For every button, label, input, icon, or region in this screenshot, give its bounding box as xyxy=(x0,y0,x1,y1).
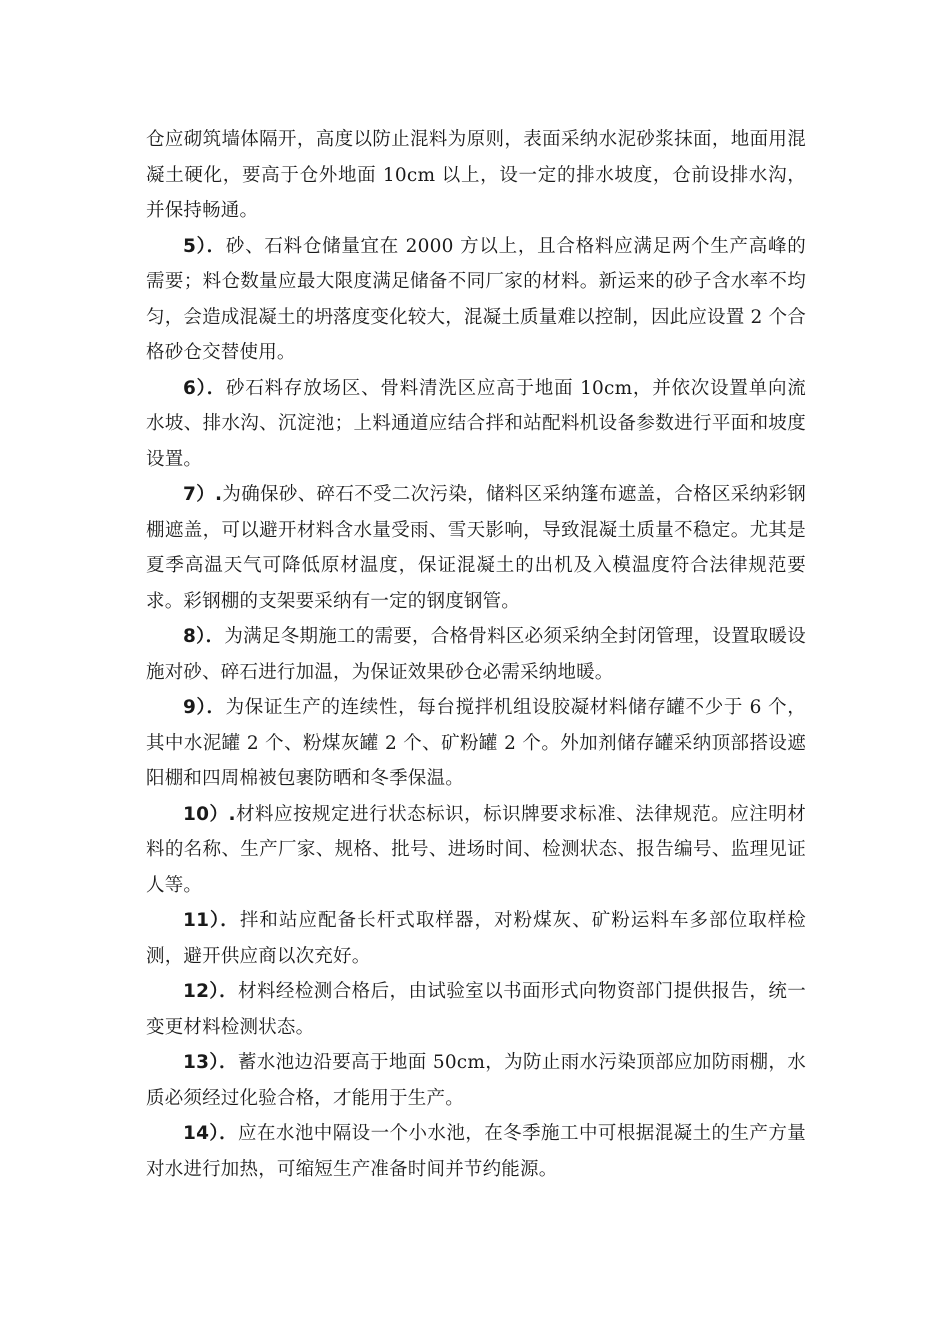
paragraph-item-12 xyxy=(146,974,806,1045)
paragraph-text: 蓄水池边沿要高于地面 50cm，为防止雨水污染顶部应加防雨棚，水质必须经过化验合格，才能用于生产。 xyxy=(146,1052,806,1109)
item-number: 7）. xyxy=(183,484,223,505)
paragraph-text: 砂、石料仓储量宜在 2000 方以上，且合格料应满足两个生产高峰的需要；料仓数量应最大限度满足储备不同厂家的材料。新运来的砂子含水率不均匀，会造成混凝土的坍落度变化较大，混凝土质量难以控制，因此应设置 2 个合格砂仓交替使用。 xyxy=(146,235,806,363)
item-number: 5）． xyxy=(183,235,226,257)
paragraph-item-7 xyxy=(146,477,806,619)
paragraph-item-6 xyxy=(146,371,806,478)
paragraph-item-11 xyxy=(146,903,806,974)
item-number: 10）. xyxy=(183,803,236,825)
paragraph-item-9 xyxy=(146,690,806,797)
paragraph-item-10 xyxy=(146,797,806,904)
paragraph-text: 应在水池中隔设一个小水池，在冬季施工中可根据混凝土的生产方量对水进行加热，可缩短生产准备时间并节约能源。 xyxy=(146,1123,806,1180)
paragraph-item-8 xyxy=(146,619,806,690)
paragraph-text: 为确保砂、碎石不受二次污染，储料区采纳篷布遮盖，合格区采纳彩钢棚遮盖，可以避开材料含水量受雨、雪天影响，导致混凝土质量不稳定。尤其是夏季高温天气可降低原材温度，保证混凝土的出机及入模温度符合法律规范要求。彩钢棚的支架要采纳有一定的钢度钢管。 xyxy=(146,484,806,612)
item-number: 8）． xyxy=(183,626,225,647)
item-number: 13）． xyxy=(183,1052,238,1073)
paragraph-item-5 xyxy=(146,229,806,371)
paragraph-text: 为满足冬期施工的需要，合格骨料区必须采纳全封闭管理，设置取暖设施对砂、碎石进行加温，为保证效果砂仓必需采纳地暖。 xyxy=(146,626,806,683)
paragraph-text: 为保证生产的连续性，每台搅拌机组设胶凝材料储存罐不少于 6 个，其中水泥罐 2 个、粉煤灰罐 2 个、矿粉罐 2 个。外加剂储存罐采纳顶部搭设遮阳棚和四周棉被包裹防晒和冬季保温。 xyxy=(146,697,806,789)
paragraph-text: 拌和站应配备长杆式取样器，对粉煤灰、矿粉运料车多部位取样检测，避开供应商以次充好。 xyxy=(146,910,806,967)
document-body xyxy=(146,122,806,1187)
paragraph-continued xyxy=(146,122,806,229)
paragraph-text: 砂石料存放场区、骨料清洗区应高于地面 10cm，并依次设置单向流水坡、排水沟、沉淀池；上料通道应结合拌和站配料机设备参数进行平面和坡度设置。 xyxy=(146,377,806,470)
item-number: 14）． xyxy=(183,1123,239,1144)
item-number: 12）． xyxy=(183,981,239,1002)
item-number: 11）． xyxy=(183,910,240,931)
paragraph-text: 仓应砌筑墙体隔开，高度以防止混料为原则，表面采纳水泥砂浆抹面，地面用混凝土硬化，要高于仓外地面 10cm 以上，设一定的排水坡度，仓前设排水沟，并保持畅通。 xyxy=(146,129,806,221)
paragraph-text: 材料经检测合格后，由试验室以书面形式向物资部门提供报告，统一变更材料检测状态。 xyxy=(146,981,806,1038)
paragraph-item-13 xyxy=(146,1045,806,1116)
paragraph-item-14 xyxy=(146,1116,806,1187)
paragraph-text: 材料应按规定进行状态标识，标识牌要求标准、法律规范。应注明材料的名称、生产厂家、规格、批号、进场时间、检测状态、报告编号、监理见证人等。 xyxy=(146,803,806,896)
item-number: 6）． xyxy=(183,377,227,399)
item-number: 9）． xyxy=(183,697,226,718)
